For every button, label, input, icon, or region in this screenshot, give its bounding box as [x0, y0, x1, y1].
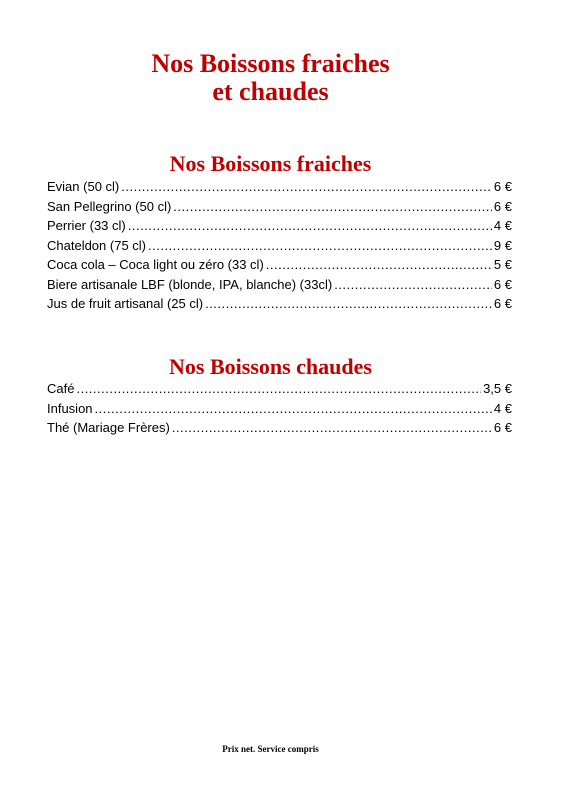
- dot-leader: [334, 275, 492, 295]
- menu-item-jus-de-fruit: [47, 294, 512, 314]
- menu-item-the: [47, 418, 512, 438]
- item-price: 6 €: [493, 296, 512, 311]
- item-price: 3,5 €: [483, 381, 512, 396]
- item-price: 6 €: [493, 179, 512, 194]
- page-title-line-2: et chaudes: [212, 77, 329, 106]
- section-title-cold-drinks: Nos Boissons fraiches: [169, 151, 372, 176]
- item-name: Biere artisanale LBF (blonde, IPA, blanche) (33cl): [47, 276, 333, 292]
- item-name: Perrier (33 cl): [47, 218, 126, 233]
- item-price: 6 €: [493, 420, 512, 435]
- section-title-hot-drinks: Nos Boissons chaudes: [169, 354, 372, 379]
- menu-item-chateldon: [47, 236, 512, 256]
- dot-leader: [95, 399, 492, 419]
- item-price: 5 €: [493, 257, 512, 272]
- item-price: 6 €: [493, 276, 512, 292]
- menu-item-cafe: [47, 379, 512, 399]
- hot-drinks-list: [47, 379, 512, 438]
- dot-leader: [148, 236, 492, 256]
- item-name: Infusion: [47, 400, 93, 416]
- dot-leader: [128, 216, 492, 236]
- dot-leader: [266, 255, 492, 275]
- item-name: Chateldon (75 cl): [47, 237, 146, 253]
- item-price: 9 €: [493, 237, 512, 253]
- menu-item-perrier: [47, 216, 512, 236]
- dot-leader: [173, 197, 492, 217]
- dot-leader: [205, 294, 492, 314]
- dot-leader: [76, 379, 481, 399]
- page-title-line-1: Nos Boissons fraiches: [151, 49, 390, 78]
- menu-item-san-pellegrino: [47, 197, 512, 217]
- item-name: Coca cola – Coca light ou zéro (33 cl): [47, 257, 264, 272]
- menu-item-evian: [47, 177, 512, 197]
- item-price: 4 €: [493, 218, 512, 233]
- dot-leader: [121, 177, 492, 197]
- item-name: Thé (Mariage Frères): [47, 420, 170, 435]
- item-name: Café: [47, 381, 75, 396]
- footer-price-note: Prix net. Service compris: [222, 744, 319, 754]
- menu-item-biere-artisanale: [47, 275, 512, 295]
- cold-drinks-list: [47, 177, 512, 314]
- dot-leader: [172, 418, 492, 438]
- item-price: 4 €: [493, 400, 512, 416]
- item-name: San Pellegrino (50 cl): [47, 198, 172, 214]
- page-title: [0, 50, 541, 106]
- item-name: Evian (50 cl): [47, 179, 120, 194]
- item-price: 6 €: [493, 198, 512, 214]
- menu-item-coca-cola: [47, 255, 512, 275]
- menu-item-infusion: [47, 399, 512, 419]
- item-name: Jus de fruit artisanal (25 cl): [47, 296, 204, 311]
